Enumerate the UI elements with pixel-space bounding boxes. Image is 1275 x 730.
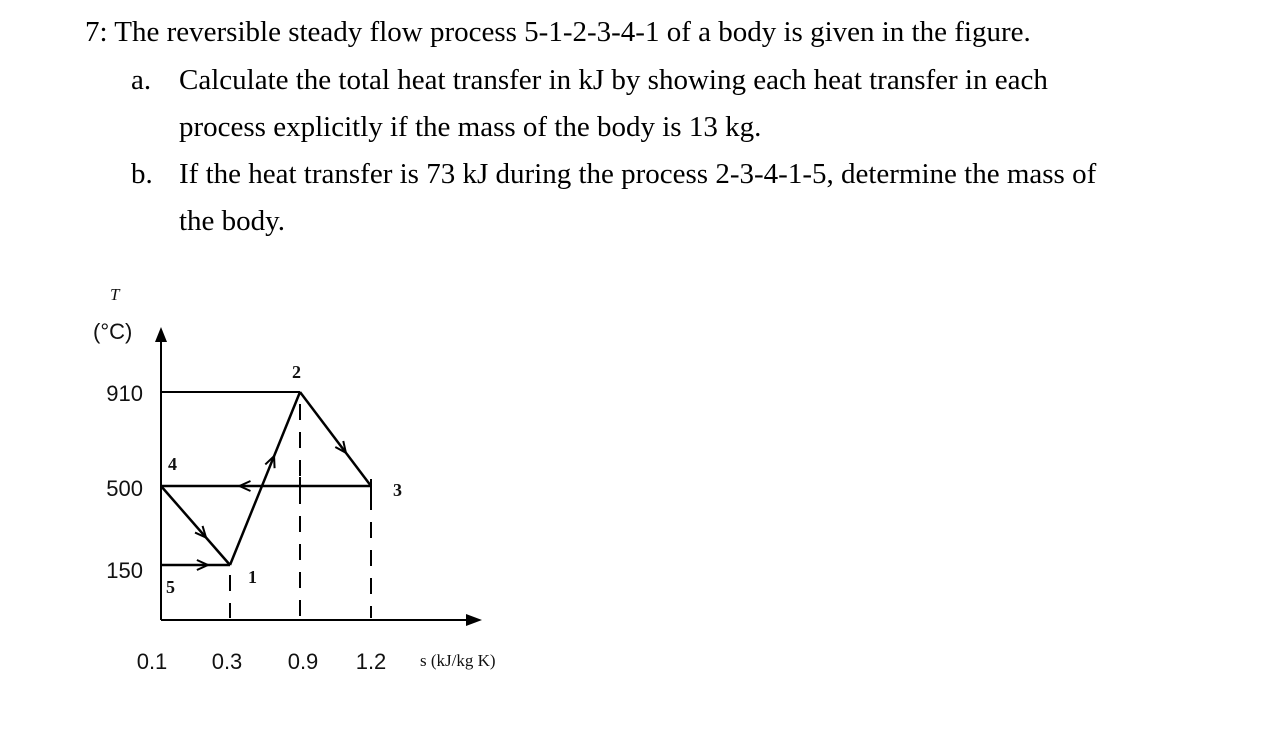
question-intro: 7: The reversible steady flow process 5-1-2-3-4-1 of a body is given in the figure. bbox=[85, 16, 1031, 48]
part-a-marker: a. bbox=[131, 64, 152, 96]
point-label-1: 1 bbox=[248, 567, 257, 587]
part-b-line-2: the body. bbox=[179, 205, 286, 237]
x-tick-0-1: 0.1 bbox=[136, 649, 168, 674]
x-tick-0-9: 0.9 bbox=[287, 649, 319, 674]
process-2-3 bbox=[300, 392, 371, 486]
y-tick-910: 910 bbox=[106, 381, 143, 406]
y-axis-symbol: T bbox=[110, 285, 120, 304]
point-label-4: 4 bbox=[168, 454, 177, 474]
x-axis-label: s (kJ/kg K) bbox=[420, 651, 496, 670]
y-axis-unit: (°C) bbox=[93, 319, 133, 344]
part-b-line-1: If the heat transfer is 73 kJ during the process 2-3-4-1-5, determine the mass of bbox=[179, 158, 1097, 190]
y-axis-arrow bbox=[155, 327, 167, 342]
part-a-line-2: process explicitly if the mass of the body is 13 kg. bbox=[179, 111, 762, 143]
part-b-marker: b. bbox=[131, 158, 153, 190]
point-label-5: 5 bbox=[166, 577, 175, 597]
x-tick-0-3: 0.3 bbox=[211, 649, 243, 674]
process-4-1 bbox=[161, 486, 230, 565]
x-tick-1-2: 1.2 bbox=[355, 649, 387, 674]
x-axis-arrow bbox=[466, 614, 482, 626]
y-tick-150: 150 bbox=[106, 558, 143, 583]
part-a-line-1: Calculate the total heat transfer in kJ by showing each heat transfer in each bbox=[179, 64, 1048, 96]
point-label-2: 2 bbox=[292, 362, 301, 382]
y-tick-500: 500 bbox=[106, 476, 143, 501]
point-label-3: 3 bbox=[393, 480, 402, 500]
process-1-2 bbox=[230, 392, 300, 565]
